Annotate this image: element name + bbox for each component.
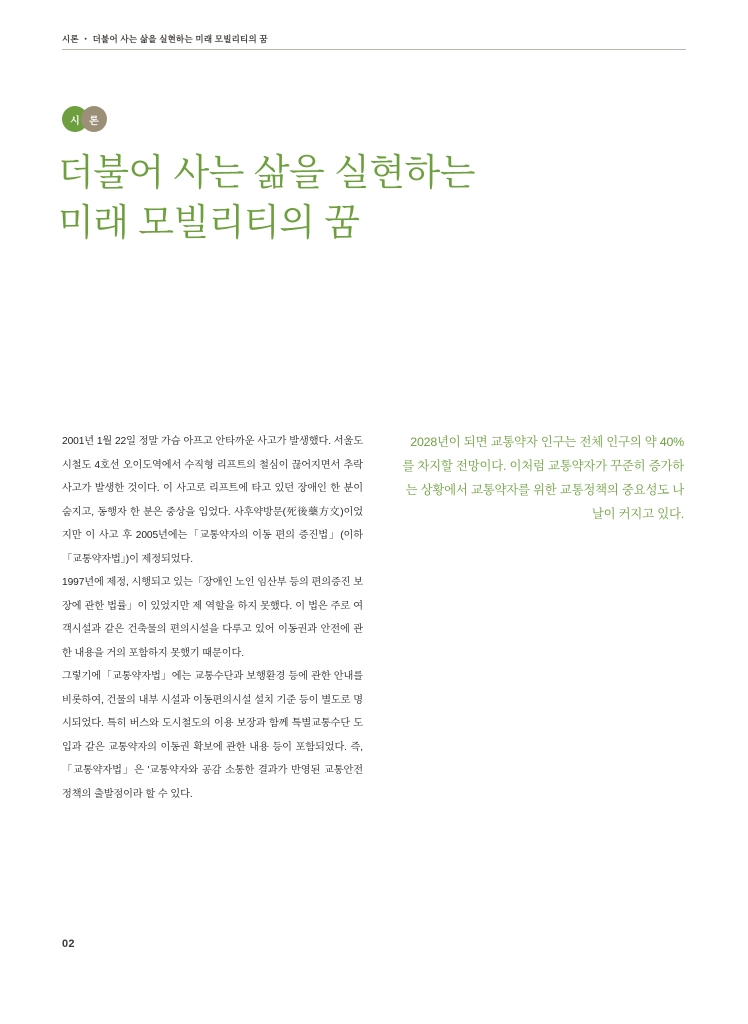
running-header-text: 시론 ・ 더불어 사는 삶을 실현하는 미래 모빌리티의 꿈 xyxy=(62,34,268,44)
body-paragraph: 2001년 1월 22일 정말 가슴 아프고 안타까운 사고가 발생했다. 서울도시철도 4호선 오이도역에서 수직형 리프트의 철심이 끊어지면서 추락 사고가 발생한 것이다. 이 사고로 리프트에 타고 있던 장애인 한 분이 숨지고, 동행자 한 분은 중상을 입었다. 사후약방문(死後藥方文)이었지만 이 사고 후 2005년에는「교통약자의 이동 편의 증진법」(이하「교통약자법」)이 제정되었다. xyxy=(62,436,363,565)
header-divider xyxy=(62,49,686,50)
pull-quote xyxy=(400,430,684,526)
category-badge xyxy=(62,106,107,132)
body-paragraph: 그렇기에「교통약자법」에는 교통수단과 보행환경 등에 관한 안내를 비롯하여, 건물의 내부 시설과 이동편의시설 설치 기준 등이 별도로 명시되었다. 특히 버스와 도시철도의 이용 보장과 함께 특별교통수단 도입과 같은 교통약자의 이동권 확보에 관한 내용 등이 포함되었다. 즉,「교통약자법」은 '교통약자와 공감 소통한 결과가 반영된 교통안전 정책의 출발점이라 할 수 있다. xyxy=(62,671,363,800)
page-number: 02 xyxy=(62,938,75,950)
body-column xyxy=(62,430,363,806)
pull-quote-text: 2028년이 되면 교통약자 인구는 전체 인구의 약 40%를 차지할 전망이다. 이처럼 교통약자가 꾸준히 증가하는 상황에서 교통약자를 위한 교통정책의 중요성도 나날이 커지고 있다. xyxy=(402,435,684,521)
page-title xyxy=(58,148,678,248)
body-paragraph: 1997년에 제정, 시행되고 있는「장애인 노인 임산부 등의 편의증진 보장에 관한 법률」이 있었지만 제 역할을 하지 못했다. 이 법은 주로 여객시설과 같은 건축물의 편의시설을 다루고 있어 이동권과 안전에 관한 내용을 거의 포함하지 못했기 때문이다. xyxy=(62,577,363,659)
running-header xyxy=(62,33,682,45)
category-badge-right: 론 xyxy=(81,106,107,132)
page-title-line-1: 더불어 사는 삶을 실현하는 xyxy=(58,152,476,193)
page-title-line-2: 미래 모빌리티의 꿈 xyxy=(58,202,360,243)
category-badge-left: 시 xyxy=(62,106,88,132)
